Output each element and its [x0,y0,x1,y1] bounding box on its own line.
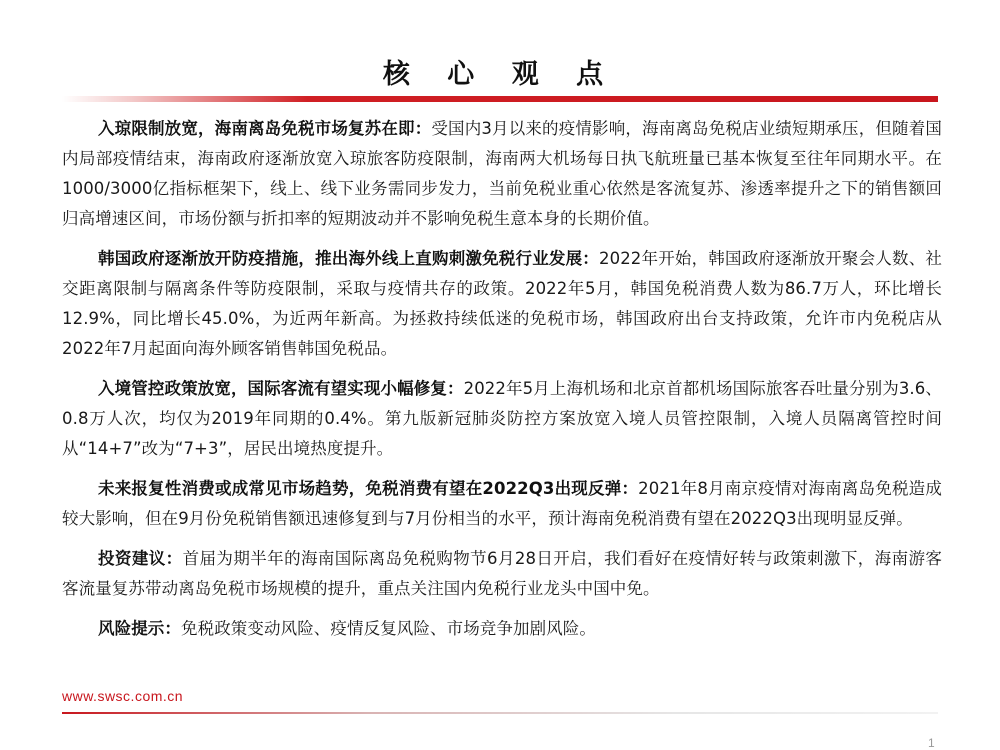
paragraph-heading: 入琼限制放宽，海南离岛免税市场复苏在即： [98,119,432,138]
paragraph-revenge-consumption [62,474,942,534]
paragraph-investment-advice [62,544,942,604]
paragraph-hainan-restriction [62,114,942,234]
paragraph-body: 2022年开始，韩国政府逐渐放开聚会人数、社交距离限制与隔离条件等防疫限制，采取与疫情共存的政策。2022年5月，韩国免税消费人数为86.7万人，环比增长12.9%，同比增长45.0%，为近两年新高。为拯救持续低迷的免税市场，韩国政府出台支持政策，允许市内免税店从2022年7月起面向海外顾客销售韩国免税品。 [62,249,942,358]
paragraph-entry-control [62,374,942,464]
paragraph-body: 受国内3月以来的疫情影响，海南离岛免税店业绩短期承压，但随着国内局部疫情结束，海南政府逐渐放宽入琼旅客防疫限制，海南两大机场每日执飞航班量已基本恢复至往年同期水平。在1000/3000亿指标框架下，线上、线下业务需同步发力，当前免税业重心依然是客流复苏、渗透率提升之下的销售额回归高增速区间，市场份额与折扣率的短期波动并不影响免税生意本身的长期价值。 [62,119,942,228]
paragraph-heading: 入境管控政策放宽，国际客流有望实现小幅修复： [98,379,464,398]
paragraph-heading: 风险提示： [98,619,181,638]
paragraph-heading: 韩国政府逐渐放开防疫措施，推出海外线上直购刺激免税行业发展： [98,249,599,268]
paragraph-heading: 投资建议： [98,549,183,568]
footer-divider [62,712,938,714]
paragraph-body: 首届为期半年的海南国际离岛免税购物节6月28日开启，我们看好在疫情好转与政策刺激下，海南游客客流量复苏带动离岛免税市场规模的提升，重点关注国内免税行业龙头中国中免。 [62,549,943,598]
paragraph-body: 免税政策变动风险、疫情反复风险、市场竞争加剧风险。 [181,619,596,638]
paragraph-korea-policy [62,244,942,364]
footer-website-link[interactable]: www.swsc.com.cn [62,688,184,704]
paragraph-heading: 未来报复性消费或成常见市场趋势，免税消费有望在2022Q3出现反弹： [98,479,639,498]
paragraph-risk-warning [62,614,942,644]
paragraph-body: 2021年8月南京疫情对海南离岛免税造成较大影响，但在9月份免税销售额迅速修复到与7月份相当的水平，预计海南免税消费有望在2022Q3出现明显反弹。 [62,479,942,528]
page-title: 核 心 观 点 [382,59,618,90]
title-underline-bar [62,96,938,102]
paragraph-body: 2022年5月上海机场和北京首都机场国际旅客吞吐量分别为3.6、0.8万人次，均仅为2019年同期的0.4%。第九版新冠肺炎防控方案放宽入境人员管控限制，入境人员隔离管控时间从“14+7”改为“7+3”，居民出境热度提升。 [62,379,942,458]
key-points-body [62,114,942,654]
page-number: 1 [928,736,935,750]
